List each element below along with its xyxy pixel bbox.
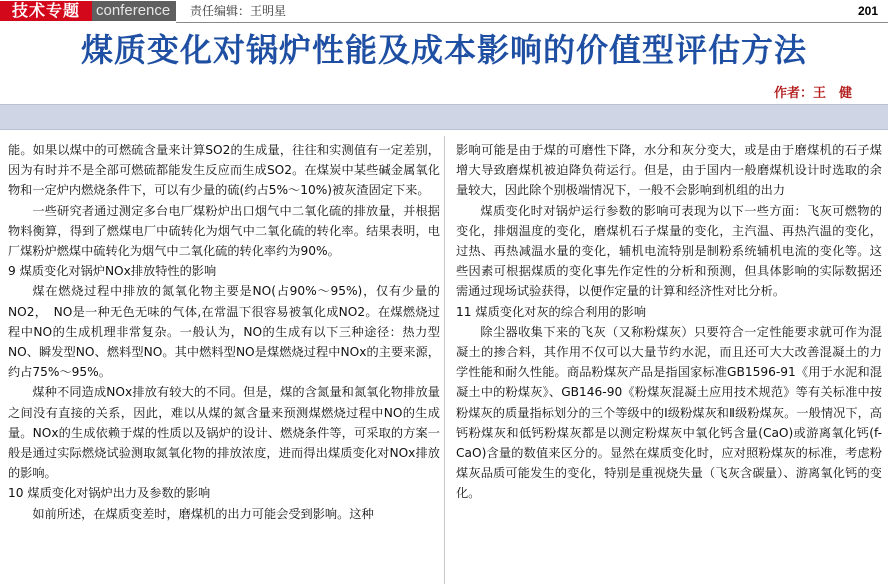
article-title: 煤质变化对锅炉性能及成本影响的价值型评估方法 (80, 31, 807, 69)
left-column (8, 140, 440, 524)
paragraph: 如前所述，在煤质变差时，磨煤机的出力可能会受到影响。这种 (32, 506, 374, 521)
section-badge: 技术专题 (0, 1, 92, 21)
paragraph: 除尘器收集下来的飞灰（又称粉煤灰）只要符合一定性能要求就可作为混凝土的掺合料，其作用不仅可以大量节约水泥，而且还可大大改善混凝土的力学性能和耐久性能。商品粉煤灰产品是指国家标准GB1596-91《用于水泥和混凝土中的粉煤灰》、GB146-90《粉煤灰混凝土应用技术规范》等有关标准中按粉煤灰的质量指标划分的三个等级中的Ⅰ级粉煤灰和Ⅱ级粉煤灰。一般情况下，高钙粉煤灰和低钙粉煤灰都是以测定粉煤灰中氧化钙含量(CaO)或游离氧化钙(f-CaO)含量的数值来区分的。显然在煤质变化时，应对照粉煤灰的标准，考虑粉煤灰品质可能发生的变化，特别是重视烧失量（飞灰含碳量）、游离氧化钙的变化。 (456, 324, 882, 501)
title-band (0, 104, 888, 130)
header-rule (176, 22, 888, 23)
paragraph: 煤质变化时对锅炉运行参数的影响可表现为以下一些方面：飞灰可燃物的变化，排烟温度的变化，磨煤机石子煤量的变化，主汽温、再热汽温的变化，过热、再热减温水量的变化，辅机电流特别是制粉系统辅机电流的变化等。这些因素可根据煤质的变化事先作定性的分析和预测，但具体影响的实际数据还需通过现场试验获得，以便作定量的计算和经济性对比分析。 (456, 203, 882, 299)
paragraph: 一些研究者通过测定多台电厂煤粉炉出口烟气中二氧化硫的排放量，并根据物料衡算，得到了燃煤电厂中硫转化为烟气中二氧化硫的转化率。结果表明，电厂煤粉炉燃煤中硫转化为烟气中二氧化硫的转化率约为90%。 (8, 203, 440, 259)
paragraph: 能。如果以煤中的可燃硫含量来计算SO2的生成量，往往和实测值有一定差别，因为有时并不是全部可燃硫都能发生反应而生成SO2。在煤炭中某些碱金属氧化物和一定炉内燃烧条件下，可以有少量的硫(约占5%～10%)被灰渣固定下来。 (8, 143, 440, 198)
section-heading-11: 11 煤质变化对灰的综合利用的影响 (456, 304, 647, 319)
page-header (0, 0, 888, 24)
right-column (456, 140, 882, 504)
article-author: 作者：王 健 (773, 86, 852, 101)
paragraph: 煤种不同造成NOx排放有较大的不同。但是，煤的含氮量和氮氧化物排放量之间没有直接的关系，因此，难以从煤的氮含量来预测煤燃烧过程中NO的生成量。NOx的生成依赖于煤的性质以及锅炉的设计、燃烧条件等，可采取的方案一般是通过实际燃烧试验测取氮氧化物的排放浓度，进而得出煤质变化对NOx排放的影响。 (8, 385, 440, 481)
section-heading-10: 10 煤质变化对锅炉出力及参数的影响 (8, 486, 211, 501)
section-heading-9: 9 煤质变化对锅炉NOx排放特性的影响 (8, 264, 217, 279)
conference-label: conference (92, 1, 176, 21)
paragraph: 煤在燃烧过程中排放的氮氧化物主要是NO(占90%～95%)，仅有少量的NO2， NO是一种无色无味的气体,在常温下很容易被氧化成NO2。在煤燃烧过程中NO的生成机理非常复杂。一般认为，NO的生成有以下三种途径：热力型NO、瞬发型NO、燃料型NO。其中燃料型NO是煤燃烧过程中NOx的主要来源，约占75%～95%。 (8, 284, 440, 380)
editor-credit: 责任编辑：王明星 (190, 4, 287, 18)
column-divider (444, 136, 445, 584)
paragraph: 影响可能是由于煤的可磨性下降，水分和灰分变大，或是由于磨煤机的石子煤增大导致磨煤机被迫降负荷运行。但是，由于国内一般磨煤机设计时选取的余量较大，因此除个别极端情况下，一般不会影响到机组的出力 (456, 143, 882, 198)
page-number: 201 (857, 4, 878, 18)
